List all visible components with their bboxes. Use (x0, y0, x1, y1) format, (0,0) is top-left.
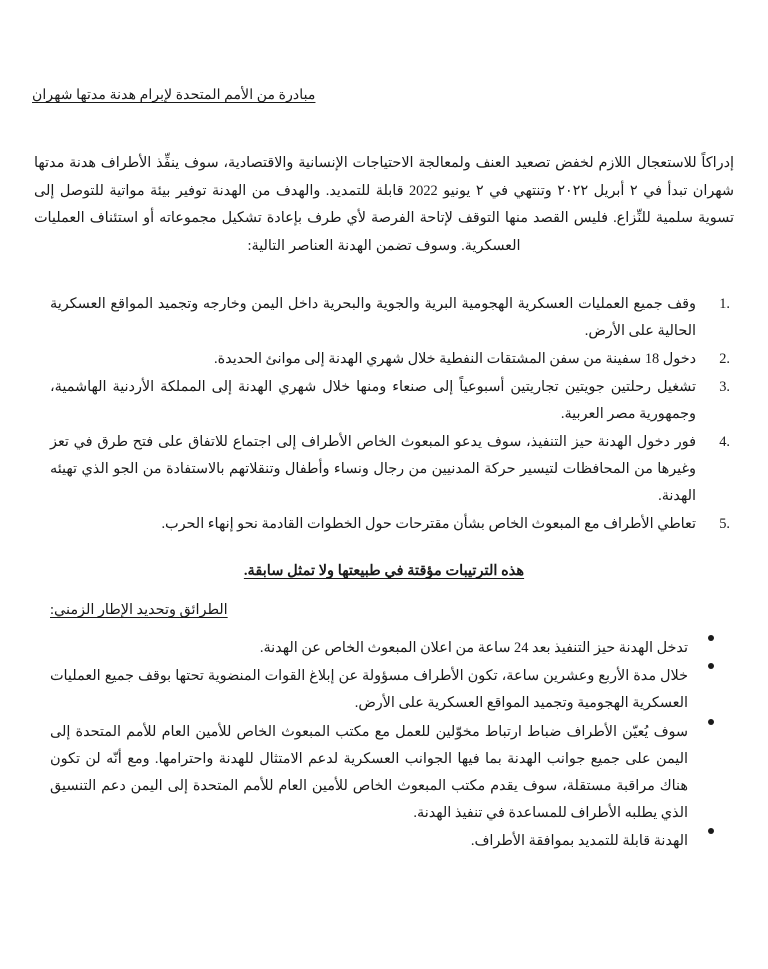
numbered-list-item (32, 346, 736, 373)
bullet-icon (708, 719, 714, 725)
section-subheading-modalities (32, 602, 736, 619)
bulleted-list-item (32, 663, 736, 717)
list-marker: 4. (719, 434, 730, 451)
list-item-text: سوف يُعيّن الأطراف ضباط ارتباط مخوّلين للعمل مع مكتب المبعوث الخاص للأمين العام للأمم المتحدة إلى اليمن على جميع جوانب الهدنة بما فيها الجوانب العسكرية لدعم الامتثال للهدنة واحترامها. ومع أنّه لن تكون هناك مراقبة مستقلة، سوف يقدم مكتب المبعوث الخاص للأمين العام للأمم المتحدة إلى اليمن دعم التنسيق الذي يطلبه الأطراف للمساعدة في تنفيذ الهدنة. (50, 723, 688, 821)
list-item-text: تشغيل رحلتين جويتين تجاريتين أسبوعياً إلى صنعاء ومنها خلال شهري الهدنة إلى المملكة الأردنية الهاشمية، وجمهورية مصر العربية. (50, 378, 696, 422)
numbered-list-item (32, 291, 736, 345)
list-item-text: تدخل الهدنة حيز التنفيذ بعد 24 ساعة من اعلان المبعوث الخاص عن الهدنة. (259, 640, 688, 657)
bulleted-list (32, 635, 736, 855)
bullet-icon (708, 635, 714, 641)
list-item-text: خلال مدة الأربع وعشرين ساعة، تكون الأطراف مسؤولة عن إبلاغ القوات المنضوية تحتها بوقف جميع العمليات العسكرية الهجومية وتجميد المواقع العسكرية على الأرض. (50, 668, 688, 712)
list-marker: 3. (719, 378, 730, 395)
numbered-list-item (32, 511, 736, 538)
bulleted-list-item (32, 828, 736, 855)
bulleted-list-item (32, 719, 736, 827)
numbered-list (32, 291, 736, 539)
list-item-text: وقف جميع العمليات العسكرية الهجومية البرية والجوية والبحرية داخل اليمن وخارجه وتجميد المواقع العسكرية الحالية على الأرض. (50, 295, 696, 339)
bullet-icon (708, 828, 714, 834)
document-title (32, 84, 736, 106)
bulleted-list-item (32, 635, 736, 662)
document-body (32, 84, 736, 856)
list-marker: 5. (719, 516, 730, 533)
intro-paragraph: إدراكاً للاستعجال اللازم لخفض تصعيد العنف ولمعالجة الاحتياجات الإنسانية والاقتصادية، سوف ينفِّذ الأطراف هدنة مدتها شهران تبدأ في ٢ أبريل ٢٠٢٢ وتنتهي في ٢ يونيو 2022 قابلة للتمديد. والهدف من الهدنة توفير بيئة مواتية للتوصل إلى تسوية سلمية للنِّزاع. فليس القصد منها التوقف لإتاحة الفرصة لأي طرف بإعادة تشكيل مجموعاته أو استئناف العمليات العسكرية. وسوف تضمن الهدنة العناصر التالية: (34, 155, 734, 254)
section-subheading-text: الطرائق وتحديد الإطار الزمني: (50, 602, 228, 619)
list-marker: 2. (719, 350, 730, 367)
list-item-text: تعاطي الأطراف مع المبعوث الخاص بشأن مقترحات حول الخطوات القادمة نحو إنهاء الحرب. (161, 516, 696, 533)
numbered-list-item (32, 429, 736, 510)
list-item-text: دخول 18 سفينة من سفن المشتقات النفطية خلال شهري الهدنة إلى موانئ الحديدة. (214, 350, 696, 367)
list-item-text: الهدنة قابلة للتمديد بموافقة الأطراف. (470, 832, 688, 849)
section-heading-temporary-arrangements (32, 562, 736, 580)
list-item-text: فور دخول الهدنة حيز التنفيذ، سوف يدعو المبعوث الخاص الأطراف إلى اجتماع للاتفاق على فتح طرق في تعز وغيرها من المحافظات لتيسير حركة المدنيين من رجال ونساء وأطفال وتنقلاتهم بالاستفادة من الجو الذي تهيئه الهدنة. (50, 434, 696, 505)
document-title-text: مبادرة من الأمم المتحدة لإبرام هدنة مدتها شهران (32, 87, 316, 103)
numbered-list-item (32, 374, 736, 428)
section-heading-text: هذه الترتيبات مؤقتة في طبيعتها ولا تمثل سابقة. (243, 563, 525, 580)
list-marker: 1. (719, 295, 730, 312)
bullet-icon (708, 663, 714, 669)
